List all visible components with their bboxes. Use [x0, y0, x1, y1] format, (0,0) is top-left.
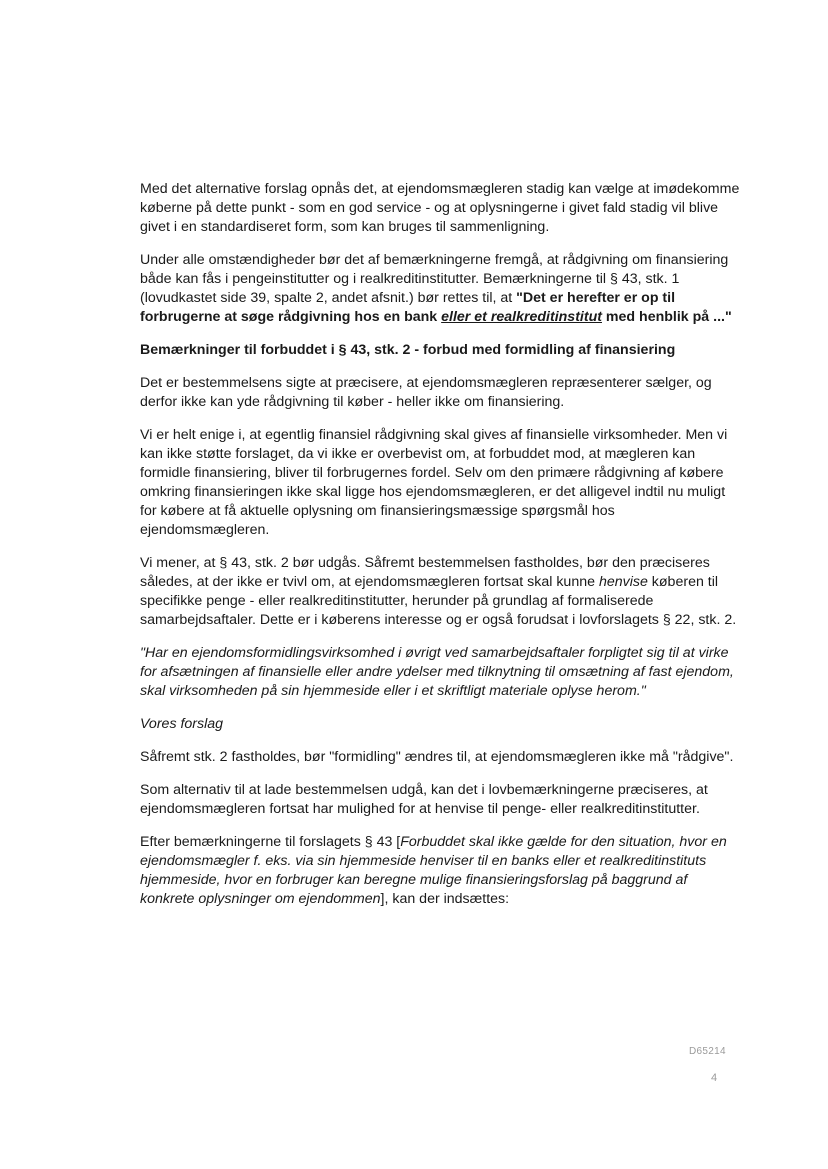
paragraph-2-bold-quote: "Det er herefter er op til forbrugerne at søge rådgivning hos en bank	[140, 290, 676, 325]
paragraph-3: Det er bestemmelsens sigte at præcisere, at ejendomsmægleren repræsenterer sælger, og derfor ikke kan yde rådgivning til køber - heller ikke om finansiering.	[140, 375, 712, 410]
body-text	[140, 180, 740, 923]
paragraph-2-underlined-phrase: eller et realkreditinstitut	[441, 309, 602, 325]
paragraph-8	[140, 833, 740, 909]
document-code: D65214	[689, 1046, 726, 1057]
page-number: 4	[711, 1072, 718, 1084]
paragraph-1: Med det alternative forslag opnås det, at ejendomsmægleren stadig kan vælge at imødekomme køberne på dette punkt - som en god service - og at oplysningerne i givet fald stadig vil blive givet i en standardiseret form, som kan bruges til sammenligning.	[140, 181, 740, 235]
paragraph-6: Såfremt stk. 2 fastholdes, bør "formidling" ændres til, at ejendomsmægleren ikke må "rådgive".	[140, 749, 734, 765]
paragraph-5-italic-word: henvise	[598, 574, 648, 590]
paragraph-8-text: Efter bemærkningerne til forslagets § 43 [	[140, 834, 401, 850]
paragraph-7: Som alternativ til at lade bestemmelsen udgå, kan det i lovbemærkningerne præciseres, at ejendomsmægleren fortsat har mulighed for at henvise til penge- eller realkreditinstitutter.	[140, 782, 708, 817]
paragraph-8-text-end: ], kan der indsættes:	[380, 891, 510, 907]
paragraph-2-text: Under alle omstændigheder bør det af bemærkningerne fremgå, at rådgivning om finansiering både kan fås i pengeinstitutter og i realkreditinstitutter. Bemærkningerne til § 43, stk. 1 (lovudkastet side 39, spalte 2, andet afsnit.) bør rettes til, at	[140, 252, 729, 306]
paragraph-2-bold-end: med henblik på ..."	[601, 309, 732, 325]
paragraph-2	[140, 251, 740, 327]
paragraph-4: Vi er helt enige i, at egentlig finansiel rådgivning skal gives af finansielle virksomheder. Men vi kan ikke støtte forslaget, da vi ikke er overbevist om, at forbuddet mod, at mægleren kan formidle finansiering, bliver til forbrugernes fordel. Selv om den primære rådgivning af købere omkring finansieringen ikke skal ligge hos ejendomsmægleren, er det alligevel indtil nu muligt for købere at få aktuelle oplysning om finansieringsmæssige spørgsmål hos ejendomsmægleren.	[140, 427, 728, 538]
paragraph-5	[140, 554, 740, 630]
paragraph-5-text-end: køberen til specifikke penge - eller realkreditinstitutter, herunder på grundlag af formaliserede samarbejdsaftaler. Dette er i køberens interesse og er også forudsat i lovforslagets § 22, stk. 2.	[140, 574, 737, 628]
section-heading: Bemærkninger til forbuddet i § 43, stk. 2 - forbud med formidling af finansiering	[140, 342, 676, 358]
paragraph-8-italic-bracket: Forbuddet skal ikke gælde for den situation, hvor en ejendomsmægler f. eks. via sin hjemmeside henviser til en banks eller et realkreditinstituts hjemmeside, hvor en forbruger kan beregne mulige finansieringsforslag på baggrund af konkrete oplysninger om ejendommen	[140, 834, 727, 907]
paragraph-5-text: Vi mener, at § 43, stk. 2 bør udgås. Såfremt bestemmelsen fastholdes, bør den præciseres således, at der ikke er tvivl om, at ejendomsmægleren fortsat skal kunne	[140, 555, 710, 590]
subheading-vores-forslag: Vores forslag	[140, 716, 224, 732]
quoted-law-text: "Har en ejendomsformidlingsvirksomhed i øvrigt ved samarbejdsaftaler forpligtet sig til at virke for afsætningen af finansielle eller andre ydelser med tilknytning til omsætning af fast ejendom, skal virksomheden på sin hjemmeside eller i et skriftligt materiale oplyse herom."	[140, 645, 734, 699]
